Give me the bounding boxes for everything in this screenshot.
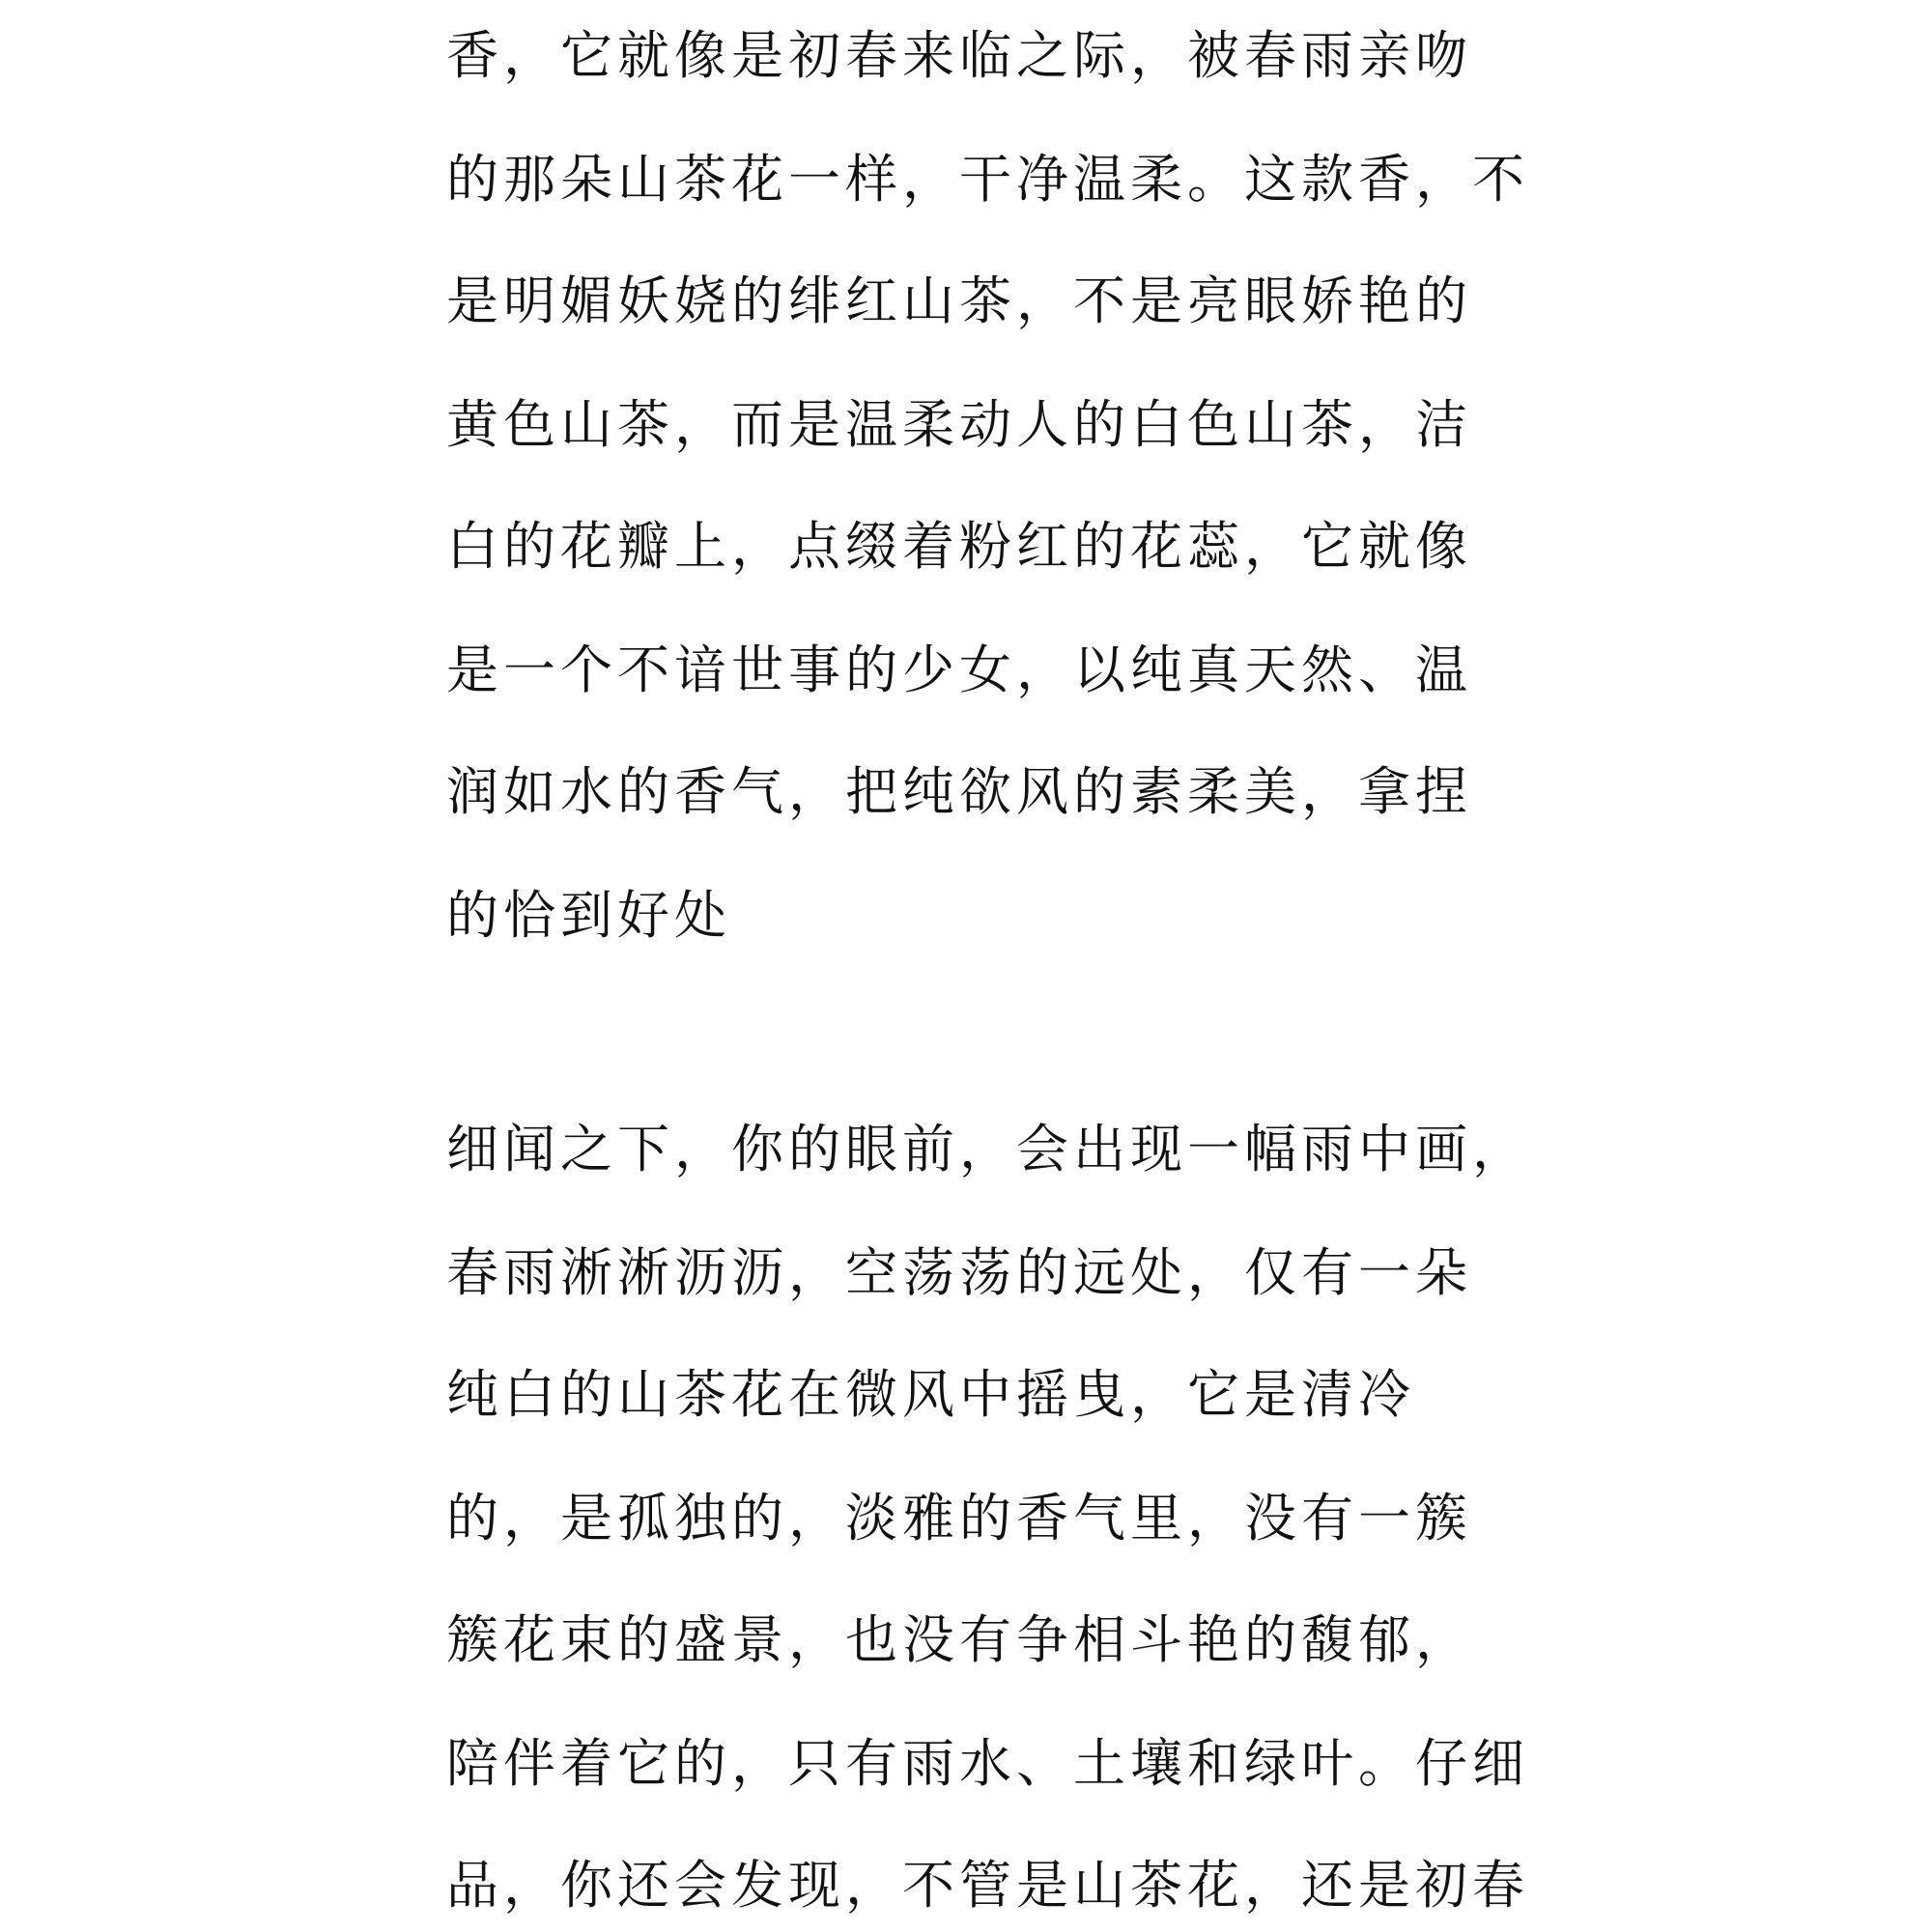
text-line: 是明媚妖娆的绯红山茶，不是亮眼娇艳的 <box>446 270 1472 331</box>
text-line: 纯白的山茶花在微风中摇曳，它是清冷 <box>446 1364 1415 1425</box>
text-line: 白的花瓣上，点缀着粉红的花蕊，它就像 <box>446 516 1472 577</box>
text-line: 黄色山茶，而是温柔动人的白色山茶，洁 <box>446 394 1472 455</box>
text-line: 陪伴着它的，只有雨水、土壤和绿叶。仔细 <box>446 1733 1529 1794</box>
text-line: 细闻之下，你的眼前，会出现一幅雨中画， <box>446 1119 1529 1179</box>
text-line: 润如水的香气，把纯欲风的素柔美，拿捏 <box>446 761 1472 822</box>
text-line: 的那朵山茶花一样，干净温柔。这款香，不 <box>446 149 1529 210</box>
text-line: 春雨淅淅沥沥，空荡荡的远处，仅有一朵 <box>446 1242 1472 1303</box>
text-line: 的恰到好处 <box>446 885 731 946</box>
text-line: 香，它就像是初春来临之际，被春雨亲吻 <box>446 25 1472 86</box>
text-line: 的，是孤独的，淡雅的香气里，没有一簇 <box>446 1488 1472 1548</box>
text-line: 簇花束的盛景，也没有争相斗艳的馥郁， <box>446 1609 1472 1670</box>
text-line: 品，你还会发现，不管是山茶花，还是初春 <box>446 1855 1529 1916</box>
text-line: 是一个不谙世事的少女，以纯真天然、温 <box>446 639 1472 700</box>
